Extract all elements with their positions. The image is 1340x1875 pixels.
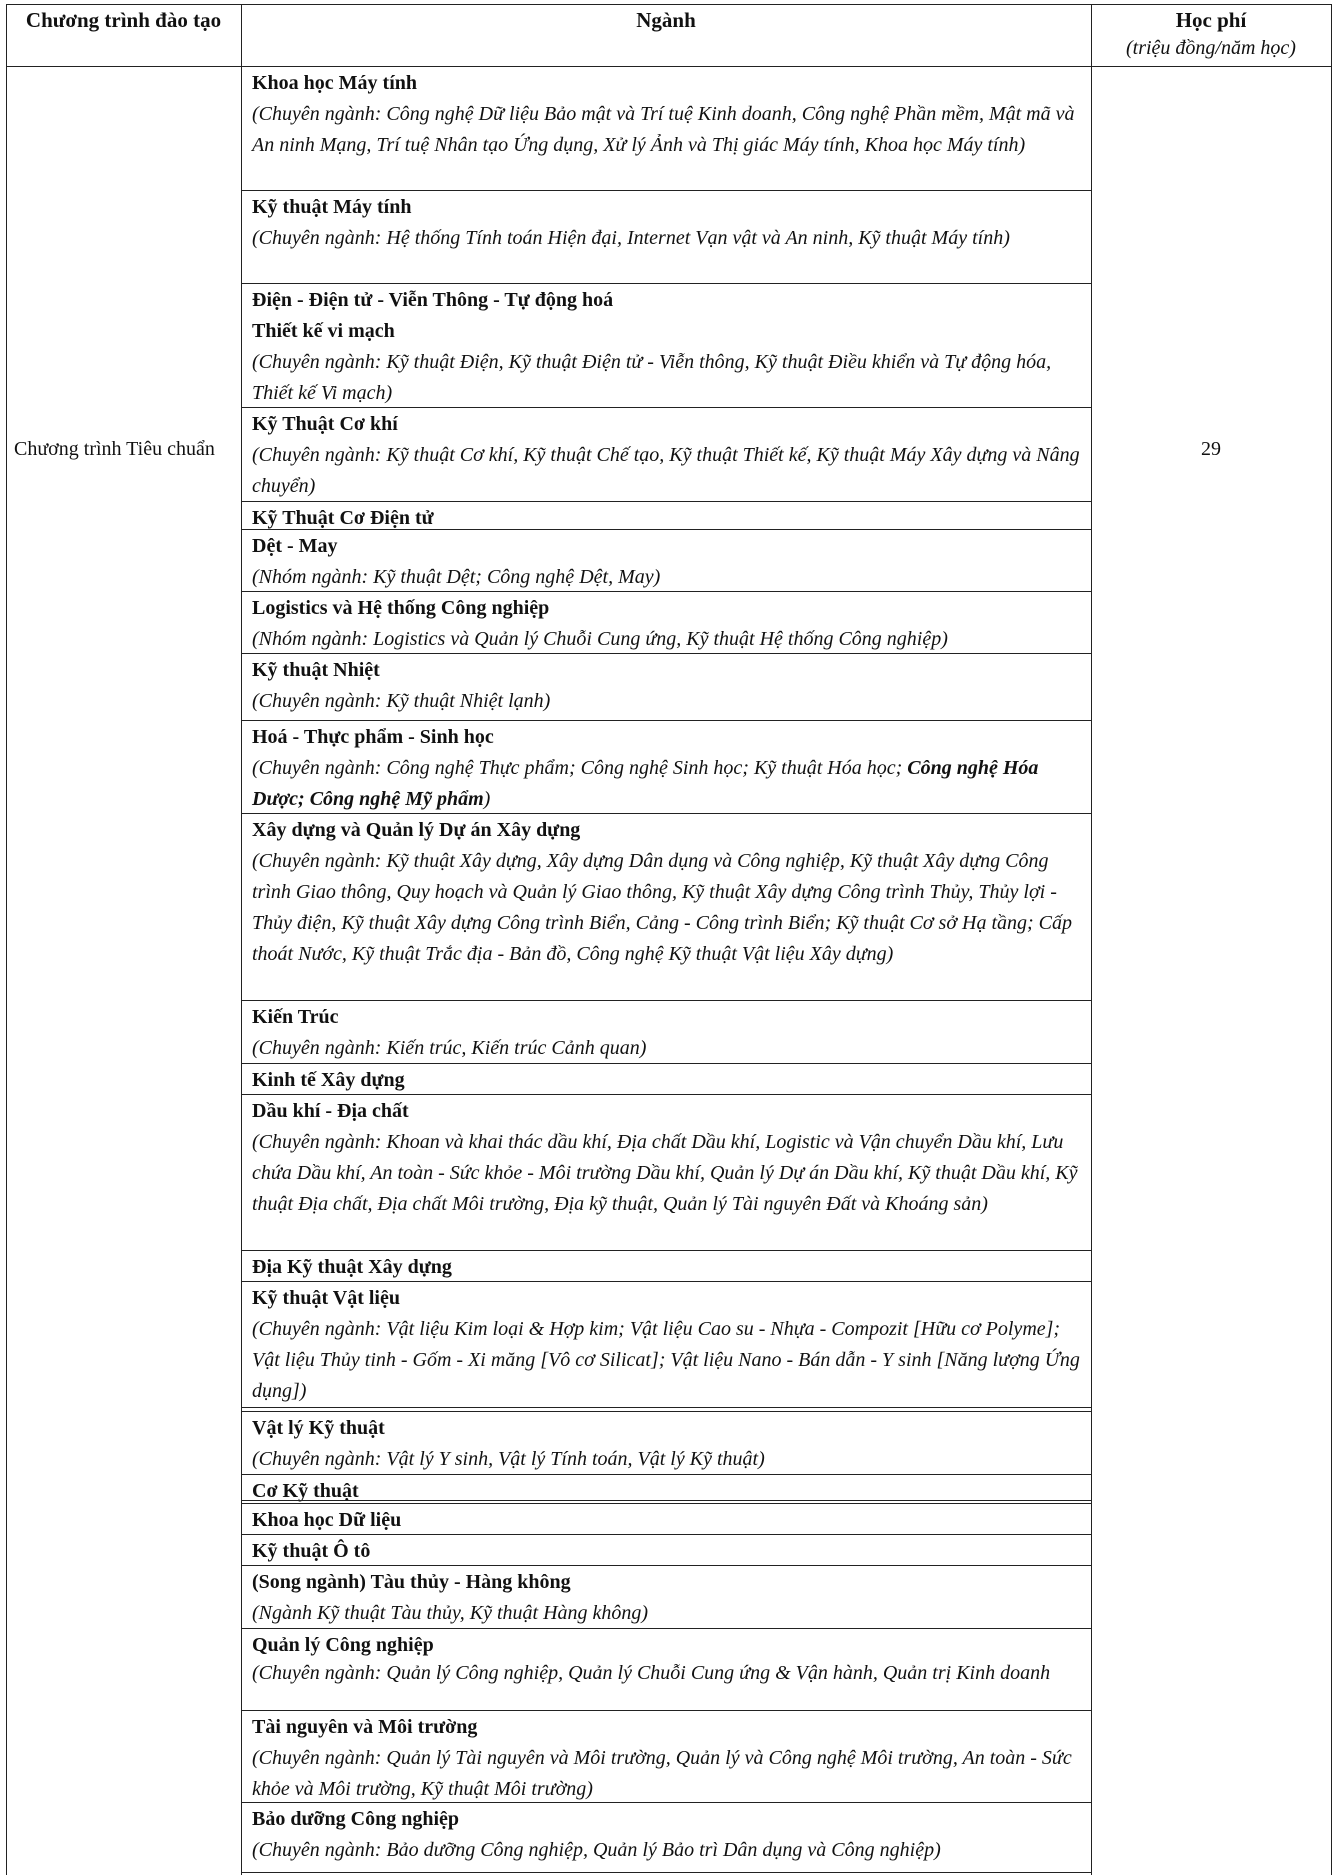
- major-row: [252, 1096, 1092, 1220]
- column-divider: [241, 4, 242, 66]
- major-row: [252, 1630, 1092, 1686]
- major-row: [252, 68, 1092, 161]
- major-row: [252, 593, 1092, 655]
- header-program-label: Chương trình đào tạo: [25, 8, 222, 32]
- major-row: [252, 1536, 1092, 1567]
- major-spec: (Chuyên ngành: Quản lý Công nghiệp, Quản lý Chuỗi Cung ứng & Vận hành, Quản trị Kinh doanh: [252, 1662, 1051, 1684]
- fee-value: 29: [1201, 438, 1221, 460]
- major-spec: (Chuyên ngành: Vật liệu Kim loại & Hợp kim; Vật liệu Cao su - Nhựa - Compozit [Hữu cơ Polyme]; Vật liệu Thủy tinh - Gốm - Xi măng [Vô cơ Silicat]; Vật liệu Nano - Bán dẫn - Y sinh [Năng lượng Ứng dụng]): [252, 1318, 1080, 1402]
- column-divider: [1091, 718, 1092, 1500]
- row-divider: [241, 1500, 1091, 1501]
- major-spec: (Chuyên ngành: Bảo dưỡng Công nghiệp, Quản lý Bảo trì Dân dụng và Công nghiệp): [252, 1839, 941, 1861]
- column-divider: [1091, 4, 1092, 66]
- header-program: [6, 4, 241, 66]
- major-name: Kiến Trúc: [252, 1006, 339, 1028]
- major-spec: (Chuyên ngành: Vật lý Y sinh, Vật lý Tính toán, Vật lý Kỹ thuật): [252, 1448, 765, 1470]
- row-divider: [241, 190, 1091, 191]
- table-border-left: [6, 66, 7, 718]
- row-divider: [241, 501, 1091, 502]
- major-name: Vật lý Kỹ thuật: [252, 1417, 385, 1439]
- column-divider: [241, 718, 242, 1500]
- row-divider: [241, 1565, 1091, 1566]
- major-name: Dầu khí - Địa chất: [252, 1100, 409, 1122]
- row-divider: [241, 1250, 1091, 1251]
- major-name: Hoá - Thực phẩm - Sinh học: [252, 726, 494, 748]
- row-divider: [241, 1474, 1091, 1475]
- major-spec: (Chuyên ngành: Hệ thống Tính toán Hiện đại, Internet Vạn vật và An ninh, Kỹ thuật Máy tính): [252, 227, 1010, 249]
- major-row: [252, 1505, 1092, 1536]
- major-name-second-line: Thiết kế vi mạch: [252, 320, 395, 342]
- major-name: Địa Kỹ thuật Xây dựng: [252, 1256, 452, 1278]
- column-divider: [241, 66, 242, 718]
- row-divider: [241, 1710, 1091, 1711]
- column-divider: [1091, 66, 1092, 718]
- table-border-top: [6, 4, 1331, 5]
- major-spec: (Chuyên ngành: Quản lý Tài nguyên và Môi trường, Quản lý và Công nghệ Môi trường, An toàn - Sức khỏe và Môi trường, Kỹ thuật Môi trường): [252, 1747, 1072, 1800]
- program-name: Chương trình Tiêu chuẩn: [14, 438, 215, 460]
- major-spec: (Chuyên ngành: Kỹ thuật Nhiệt lạnh): [252, 690, 551, 712]
- major-name: Logistics và Hệ thống Công nghiệp: [252, 597, 550, 619]
- row-divider: [241, 1802, 1091, 1803]
- column-divider: [1091, 1500, 1092, 1875]
- major-name: Bảo dưỡng Công nghiệp: [252, 1808, 460, 1830]
- table-border-right: [1331, 66, 1332, 718]
- header-fee-label: Học phí: [1175, 8, 1247, 32]
- major-spec: (Ngành Kỹ thuật Tàu thủy, Kỹ thuật Hàng không): [252, 1602, 649, 1624]
- major-row: [252, 1065, 1092, 1096]
- row-divider: [241, 813, 1091, 814]
- table-border-right: [1331, 718, 1332, 1500]
- major-name: Dệt - May: [252, 535, 338, 557]
- major-row: [252, 409, 1092, 502]
- major-name: Khoa học Dữ liệu: [252, 1509, 402, 1531]
- major-spec: (Chuyên ngành: Kỹ thuật Cơ khí, Kỹ thuật Chế tạo, Kỹ thuật Thiết kế, Kỹ thuật Máy Xây dựng và Nâng chuyển): [252, 444, 1080, 497]
- major-row: [252, 531, 1092, 593]
- table-border-left: [6, 718, 7, 1500]
- major-row: [252, 655, 1092, 717]
- major-name: Kinh tế Xây dựng: [252, 1069, 405, 1091]
- row-divider: [241, 720, 1091, 721]
- table-border-right: [1331, 4, 1332, 66]
- major-row: [252, 1804, 1092, 1866]
- major-name: Xây dựng và Quản lý Dự án Xây dựng: [252, 819, 581, 841]
- major-name: Tài nguyên và Môi trường: [252, 1716, 478, 1738]
- column-divider: [241, 1500, 242, 1875]
- major-row: [252, 192, 1092, 254]
- table-border-left: [6, 1500, 7, 1875]
- header-fee-unit: (triệu đồng/năm học): [1126, 37, 1296, 59]
- header-major-label: Ngành: [636, 8, 696, 32]
- major-spec-bold: Công nghệ Hóa Dược; Công nghệ Mỹ phẩm: [252, 757, 1039, 810]
- major-row: [252, 1283, 1092, 1407]
- row-divider: [241, 1411, 1091, 1412]
- row-divider: [241, 1407, 1091, 1408]
- major-name: Khoa học Máy tính: [252, 72, 418, 94]
- major-name: Kỹ Thuật Cơ Điện tử: [252, 507, 434, 529]
- header-fee: [1091, 4, 1331, 66]
- major-spec: (Chuyên ngành: Kỹ thuật Điện, Kỹ thuật Điện tử - Viễn thông, Kỹ thuật Điều khiển và Tự động hóa, Thiết kế Vi mạch): [252, 351, 1052, 404]
- row-divider: [241, 591, 1091, 592]
- row-divider: [241, 1094, 1091, 1095]
- major-spec: (Chuyên ngành: Công nghệ Dữ liệu Bảo mật và Trí tuệ Kinh doanh, Công nghệ Phần mềm, Mật mã và An ninh Mạng, Trí tuệ Nhân tạo Ứng dụng, Xử lý Ảnh và Thị giác Máy tính, Khoa học Máy tính): [252, 103, 1075, 156]
- major-name: Quản lý Công nghiệp: [252, 1634, 434, 1656]
- major-name: Kỹ thuật Máy tính: [252, 196, 412, 218]
- major-name: Kỹ thuật Nhiệt: [252, 659, 380, 681]
- major-row: [252, 1002, 1092, 1064]
- major-name: (Song ngành) Tàu thủy - Hàng không: [252, 1571, 571, 1593]
- major-row: [252, 285, 1092, 409]
- row-divider: [241, 529, 1091, 530]
- row-divider: [241, 283, 1091, 284]
- major-spec: [252, 753, 1092, 815]
- major-spec-end: ): [483, 788, 491, 810]
- major-spec: (Chuyên ngành: Kỹ thuật Xây dựng, Xây dựng Dân dụng và Công nghiệp, Kỹ thuật Xây dựng Công trình Giao thông, Quy hoạch và Quản lý Giao thông, Kỹ thuật Xây dựng Công trình Thủy, Thủy lợi -Thủy điện, Kỹ thuật Xây dựng Công trình Biển, Cảng - Công trình Biển; Kỹ thuật Cơ sở Hạ tầng; Cấp thoát Nước, Kỹ thuật Trắc địa - Bản đồ, Công nghệ Kỹ thuật Vật liệu Xây dựng): [252, 850, 1072, 965]
- major-spec: (Chuyên ngành: Kiến trúc, Kiến trúc Cảnh quan): [252, 1037, 647, 1059]
- major-row: [252, 1413, 1092, 1475]
- major-spec-text: (Chuyên ngành: Công nghệ Thực phẩm; Công nghệ Sinh học; Kỹ thuật Hóa học;: [252, 757, 908, 779]
- major-row: [252, 722, 1092, 815]
- table-border-right: [1331, 1500, 1332, 1875]
- major-row: [252, 1252, 1092, 1283]
- major-name: Cơ Kỹ thuật: [252, 1480, 359, 1502]
- major-name: Kỹ Thuật Cơ khí: [252, 413, 398, 435]
- row-divider: [241, 653, 1091, 654]
- header-divider: [6, 66, 1331, 67]
- row-divider: [241, 1063, 1091, 1064]
- major-row: [252, 1712, 1092, 1805]
- major-name: Kỹ thuật Ô tô: [252, 1540, 371, 1562]
- row-divider: [241, 1534, 1091, 1535]
- table-border-left: [6, 4, 7, 66]
- row-divider: [241, 1503, 1091, 1504]
- major-name: Kỹ thuật Vật liệu: [252, 1287, 400, 1309]
- header-major: [241, 4, 1091, 66]
- row-divider: [241, 1281, 1091, 1282]
- major-spec: (Chuyên ngành: Khoan và khai thác dầu khí, Địa chất Dầu khí, Logistic và Vận chuyển Dầu khí, Lưu chứa Dầu khí, An toàn - Sức khỏe - Môi trường Dầu khí, Quản lý Dự án Dầu khí, Kỹ thuật Dầu khí, Kỹ thuật Địa chất, Địa chất Môi trường, Địa kỹ thuật, Quản lý Tài nguyên Đất và Khoáng sản): [252, 1131, 1078, 1215]
- major-row: [252, 1567, 1092, 1629]
- row-divider: [241, 407, 1091, 408]
- row-divider: [241, 1628, 1091, 1629]
- major-spec: (Nhóm ngành: Kỹ thuật Dệt; Công nghệ Dệt, May): [252, 566, 661, 588]
- row-divider: [241, 1872, 1091, 1873]
- major-row: [252, 815, 1092, 970]
- major-spec: (Nhóm ngành: Logistics và Quản lý Chuỗi Cung ứng, Kỹ thuật Hệ thống Công nghiệp): [252, 628, 948, 650]
- major-name: Điện - Điện tử - Viễn Thông - Tự động hoá: [252, 289, 614, 311]
- row-divider: [241, 1000, 1091, 1001]
